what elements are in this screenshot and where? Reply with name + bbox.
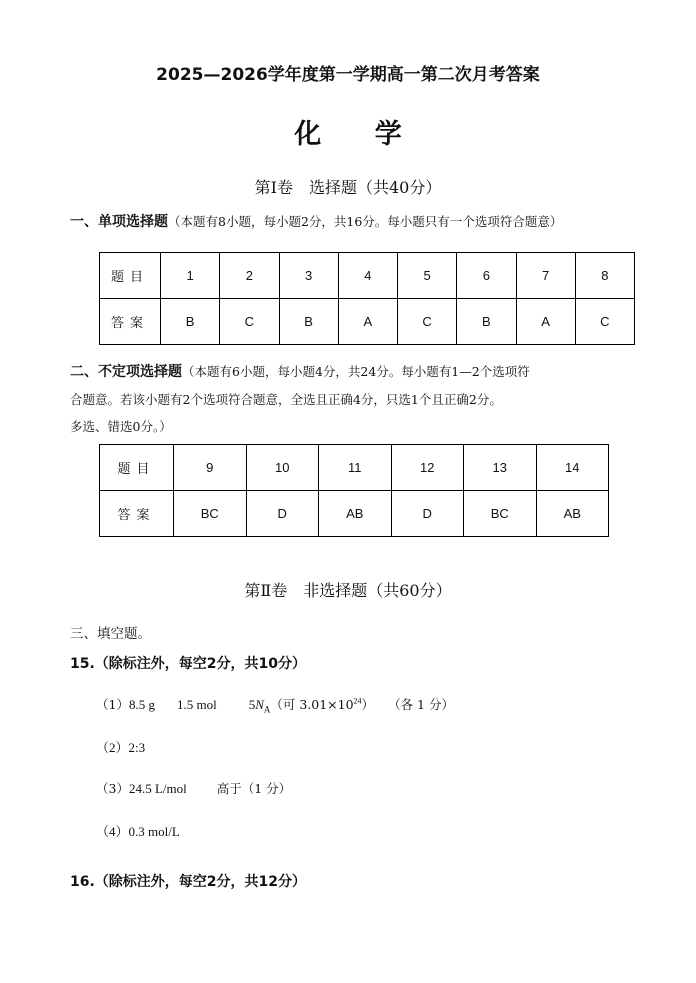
q15-answer-coefficient: 5 bbox=[248, 697, 256, 712]
row-header-answers: 答案 bbox=[100, 299, 161, 345]
question-number: 1 bbox=[161, 253, 220, 299]
q15-score-note: （各 1 分） bbox=[388, 697, 454, 712]
q15-answer-line-3 bbox=[96, 779, 291, 797]
question-number: 9 bbox=[174, 445, 247, 491]
answer-cell: B bbox=[161, 299, 220, 345]
answer-cell: B bbox=[457, 299, 516, 345]
q15-answer-line-1 bbox=[96, 695, 454, 715]
answer-cell: C bbox=[398, 299, 457, 345]
section2-note-line: （本题有6小题，每小题4分，共24分。每小题有1—2个选项符 bbox=[182, 364, 530, 379]
document-title: 2025—2026学年度第一学期高一第二次月考答案 bbox=[156, 65, 540, 85]
question-number: 14 bbox=[536, 445, 609, 491]
q15-heading: 15.（除标注外，每空2分，共10分） bbox=[70, 656, 307, 672]
answer-cell: A bbox=[516, 299, 575, 345]
row-header-questions: 题目 bbox=[100, 445, 174, 491]
row-header-questions: 题目 bbox=[100, 253, 161, 299]
q15-answer-mass: 8.5 g bbox=[128, 697, 155, 712]
question-number: 5 bbox=[398, 253, 457, 299]
question-number: 11 bbox=[319, 445, 392, 491]
section1-heading bbox=[70, 211, 562, 231]
q16-heading: 16.（除标注外，每空2分，共12分） bbox=[70, 874, 307, 890]
section1-heading-text: 一、单项选择题 bbox=[70, 214, 168, 230]
q15-answer-alternative: （可 3.01×10 bbox=[270, 697, 354, 712]
answer-cell: D bbox=[391, 491, 464, 537]
question-number: 8 bbox=[575, 253, 634, 299]
table-row-questions bbox=[100, 253, 635, 299]
question-number: 6 bbox=[457, 253, 516, 299]
question-number: 7 bbox=[516, 253, 575, 299]
q15-answer-avogadro-subscript: A bbox=[263, 704, 271, 715]
answer-cell: BC bbox=[174, 491, 247, 537]
q15-answer-exponent: 24 bbox=[353, 696, 362, 706]
question-number: 4 bbox=[338, 253, 397, 299]
section2-note-line: 合题意。若该小题有2个选项符合题意，全选且正确4分，只选1个且正确2分。 bbox=[70, 392, 502, 407]
section2-heading bbox=[70, 358, 640, 440]
answer-cell: AB bbox=[319, 491, 392, 537]
question-number: 12 bbox=[391, 445, 464, 491]
question-number: 2 bbox=[220, 253, 279, 299]
answer-cell: D bbox=[246, 491, 319, 537]
section2-answer-table bbox=[99, 444, 609, 537]
table-row-answers bbox=[100, 299, 635, 345]
table-row-questions bbox=[100, 445, 609, 491]
q15-answer-comparison: 高于（1 分） bbox=[216, 781, 292, 796]
question-number: 3 bbox=[279, 253, 338, 299]
q15-answer-line-4: （4）0.3 mol/L bbox=[96, 824, 180, 839]
section1-note: （本题有8小题，每小题2分，共16分。每小题只有一个选项符合题意） bbox=[168, 214, 563, 229]
part2-title: 第Ⅱ卷 非选择题（共60分） bbox=[244, 581, 452, 600]
q15-answer-avogadro-symbol: N bbox=[255, 697, 264, 712]
q15-answer-molar-volume: 24.5 L/mol bbox=[128, 781, 187, 796]
answer-cell: BC bbox=[464, 491, 537, 537]
section2-heading-text: 二、不定项选择题 bbox=[70, 364, 182, 380]
question-number: 13 bbox=[464, 445, 537, 491]
table-row-answers bbox=[100, 491, 609, 537]
part1-title: 第Ⅰ卷 选择题（共40分） bbox=[254, 178, 442, 197]
answer-cell: C bbox=[575, 299, 634, 345]
answer-cell: B bbox=[279, 299, 338, 345]
q15-answer-line-2: （2）2:3 bbox=[96, 740, 146, 755]
answer-cell: A bbox=[338, 299, 397, 345]
answer-cell: C bbox=[220, 299, 279, 345]
section3-heading: 三、填空题。 bbox=[70, 626, 151, 642]
row-header-answers: 答案 bbox=[100, 491, 174, 537]
q15-answer-close-paren: ） bbox=[361, 697, 375, 712]
q15-part-number: （1） bbox=[96, 697, 129, 712]
q15-part-number: （3） bbox=[96, 781, 129, 796]
subject-title: 化 学 bbox=[294, 119, 424, 150]
section2-note-line: 多选、错选0分。） bbox=[70, 419, 172, 434]
answer-cell: AB bbox=[536, 491, 609, 537]
section1-answer-table bbox=[99, 252, 635, 345]
q15-answer-moles: 1.5 mol bbox=[176, 697, 217, 712]
question-number: 10 bbox=[246, 445, 319, 491]
